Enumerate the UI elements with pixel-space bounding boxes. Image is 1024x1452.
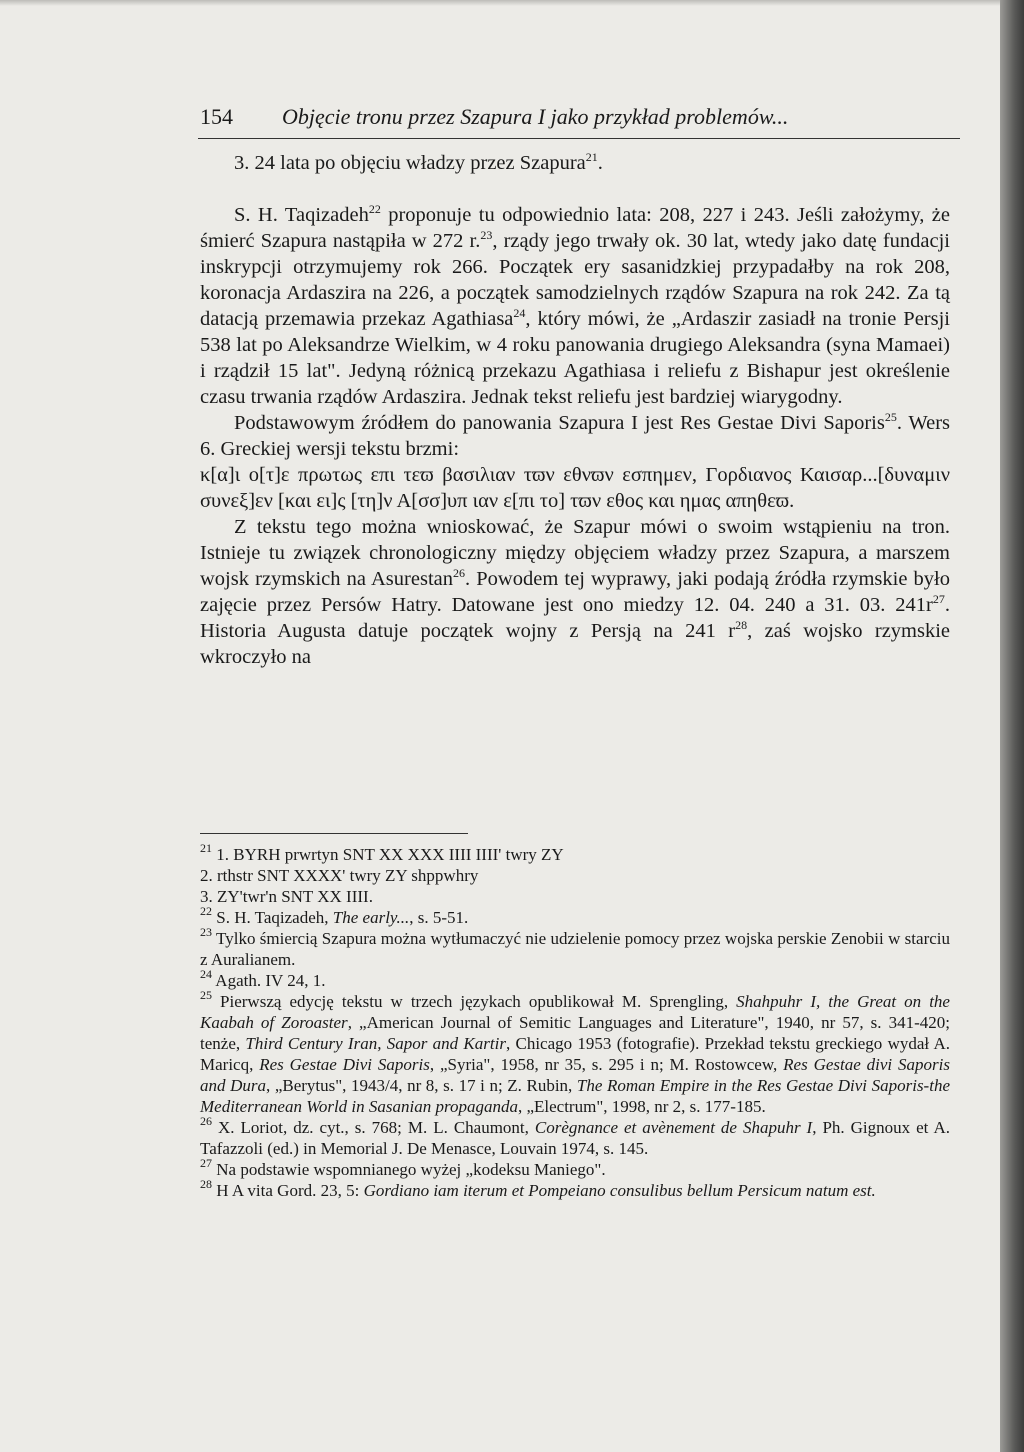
footnote-ref: 21	[585, 150, 598, 164]
footnote-ref: 26	[453, 566, 465, 580]
running-title: Objęcie tronu przez Szapura I jako przykład problemów...	[282, 104, 789, 129]
footnote-26: $^{26}$ X. Loriot, dz. cyt., s. 768; M. L. Chaumont, Corègnance et avènement de Shapuhr I, Ph. Gignoux et A. Tafazzoli (ed.) in Memorial J. De Menasce, Louvain 1974, s. 145.	[200, 1114, 950, 1158]
footnote-ref: 24	[513, 306, 526, 320]
footnote-21-line-2: 2. rthstr SNT XXXX' twry ZY shppwhry	[200, 866, 479, 885]
footnote-27: $^{27}$ Na podstawie wspomnianego wyżej „kodeksu Maniego".	[200, 1156, 606, 1179]
footnote-24: $^{24}$ Agath. IV 24, 1.	[200, 967, 326, 990]
footnote-23: $^{23}$ Tylko śmiercią Szapura można wytłumaczyć nie udzielenie pomocy przez wojska perskie Zenobii w starciu z Auralianem.	[200, 925, 950, 969]
footnote-21-line-3: 3. ZY'twr'n SNT XX IIII.	[200, 887, 373, 906]
footnote-22: $^{22}$ S. H. Taqizadeh, The early..., s. 5-51.	[200, 904, 469, 927]
footnote-ref: 28	[735, 618, 748, 632]
footnote-ref: 23	[480, 228, 493, 242]
list-item-heading: 3. 24 lata po objęciu władzy przez Szapura$^{21}$.	[234, 150, 603, 174]
header-rule	[198, 138, 960, 139]
footnote-28: $^{28}$ H A vita Gord. 23, 5: Gordiano iam iterum et Pompeiano consulibus bellum Persicum natum est.	[200, 1177, 876, 1200]
footnote-ref: 22	[368, 202, 381, 216]
page-header	[200, 100, 960, 136]
footnotes	[200, 841, 951, 1201]
footnote-ref: 25	[884, 410, 897, 424]
page-top-shadow	[0, 0, 1000, 6]
footnote-25: $^{25}$ Pierwszą edycję tekstu w trzech językach opublikował M. Sprengling, Shahpuhr I, the Great on the Kaabah of Zoroaster, „American Journal of Semitic Languages and Literature", 1940, nr 57, s. 341-420; tenże, Third Century Iran, Sapor and Kartir, Chicago 1953 (fotografie). Przekład tekstu greckiego wydał A. Maricq, Res Gestae Divi Saporis, „Syria", 1958, nr 35, s. 295 i n; M. Rostowcew, Res Gestae divi Saporis and Dura, „Berytus", 1943/4, nr 8, s. 17 i n; Z. Rubin, The Roman Empire in the Res Gestae Divi Saporis-the Mediterranean World in Sasanian propaganda, „Electrum", 1998, nr 2, s. 177-185.	[200, 988, 951, 1116]
book-spine-shadow	[1000, 0, 1024, 1452]
footnote-21: $^{21}$ 1. BYRH prwrtyn SNT XX XXX IIII IIII' twry ZY	[200, 841, 564, 864]
footnote-rule	[200, 833, 468, 834]
greek-quotation: κ[α]ι ο[τ]ε πρωτως επι τεϖ βασιλιαν τϖν εθνϖν εσπημεν, Γορδιανος Καισαρ...[δυναμιν συνεξ]εν [και ει]ς [τη]ν Α[σσ]υπ ιαν ε[πι το] τϖν εθος και ημας απηθεϖ.	[200, 464, 950, 512]
paragraph: S. H. Taqizadeh$^{22}$ proponuje tu odpowiednio lata: 208, 227 i 243. Jeśli założymy, że śmierć Szapura nastąpiła w 272 r.$^{23}$, rządy jego trwały ok. 30 lat, wtedy jako datę fundacji inskrypcji otrzymujemy rok 266. Początek ery sasanidzkiej przypadałby na rok 208, koronacja Ardaszira na 226, a początek samodzielnych rządów Szapura na rok 242. Za tą datacją przemawia przekaz Agathiasa$^{24}$, który mówi, że „Ardaszir zasiadł na tronie Persji 538 lat po Aleksandrze Wielkim, w 4 roku panowania drugiego Aleksandra (syna Mamaei) i rządził 15 lat". Jedyną różnicą przekazu Agathiasa i reliefu z Bishapur jest określenie czasu trwania rządów Ardaszira. Jednak tekst reliefu jest bardziej wiarygodny.	[200, 202, 951, 408]
paragraph: Podstawowym źródłem do panowania Szapura I jest Res Gestae Divi Saporis$^{25}$. Wers 6. Greckiej wersji tekstu brzmi:	[200, 410, 950, 460]
paragraph: Z tekstu tego można wnioskować, że Szapur mówi o swoim wstąpieniu na tron. Istnieje tu związek chronologiczny między objęciem władzy przez Szapura, a marszem wojsk rzymskich na Asurestan$^{26}$. Powodem tej wyprawy, jaki podają źródła rzymskie było zajęcie przez Persów Hatry. Datowane jest ono miedzy 12. 04. 240 a 31. 03. $241r^{27}$. Historia Augusta datuje początek wojny z Persją na 241 $r^{28}$, zaś wojsko rzymskie wkroczyło na	[200, 516, 951, 668]
main-text	[200, 150, 950, 670]
page-number: 154	[200, 104, 233, 129]
footnote-ref: 27	[932, 592, 945, 606]
